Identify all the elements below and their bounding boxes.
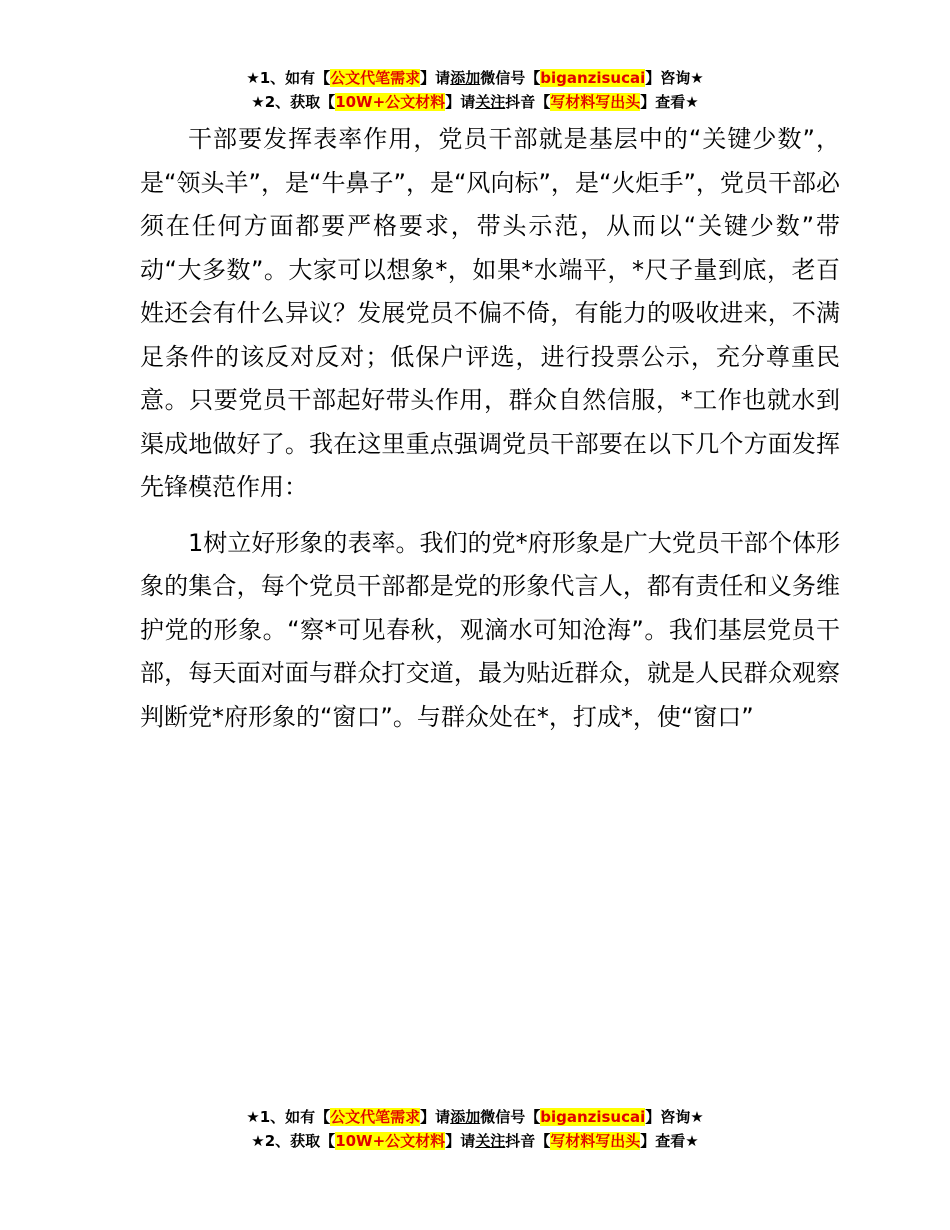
header-line-2-suffix: 】查看★ (640, 93, 699, 111)
footer-line-1-underline: 添加 (450, 1108, 481, 1126)
footer-line-2-prefix: ★2、获取【 (251, 1132, 336, 1150)
header-line-2-mid-1: 】请 (445, 93, 476, 111)
footer-line-2-highlight-2: 写材料写出头 (550, 1132, 641, 1150)
body-paragraph-1: 干部要发挥表率作用，党员干部就是基层中的“关键少数”，是“领头羊”，是“牛鼻子”，是“风向标”，是“火炬手”，党员干部必须在任何方面都要严格要求，带头示范，从而以“关键少数”带动“大多数”。大家可以想象*，如果*水端平，*尺子量到底，老百姓还会有什么异议？发展党员不偏不倚，有能力的吸收进来，不满足条件的该反对反对；低保户评选，进行投票公示，充分尊重民意。只要党员干部起好带头作用，群众自然信服，*工作也就水到渠成地做好了。我在这里重点强调党员干部要在以下几个方面发挥先锋模范作用： (140, 125, 840, 501)
footer-line-1-suffix: 】咨询★ (645, 1108, 704, 1126)
header-line-2 (0, 90, 950, 114)
header-line-1-mid-2: 微信号【 (480, 69, 541, 87)
header-line-1-prefix: ★1、如有【 (246, 69, 331, 87)
header-line-2-mid-2: 抖音【 (505, 93, 551, 111)
header-line-1-suffix: 】咨询★ (645, 69, 704, 87)
header-line-1-mid-1: 】请 (420, 69, 451, 87)
footer-line-2-highlight-1: 10W+公文材料 (335, 1132, 446, 1150)
header-line-2-highlight-2: 写材料写出头 (550, 93, 641, 111)
footer-banner (0, 1105, 950, 1153)
header-banner (0, 66, 950, 114)
footer-line-1-mid-2: 微信号【 (480, 1108, 541, 1126)
footer-line-1-highlight-1: 公文代笔需求 (330, 1108, 421, 1126)
footer-line-2-underline: 关注 (475, 1132, 506, 1150)
header-line-2-highlight-1: 10W+公文材料 (335, 93, 446, 111)
header-line-1-highlight-2: biganzisucai (540, 69, 646, 87)
header-line-1-underline: 添加 (450, 69, 481, 87)
header-line-2-underline: 关注 (475, 93, 506, 111)
footer-line-2-mid-2: 抖音【 (505, 1132, 551, 1150)
footer-line-1-highlight-2: biganzisucai (540, 1108, 646, 1126)
footer-line-2-mid-1: 】请 (445, 1132, 476, 1150)
footer-line-1 (0, 1105, 950, 1129)
footer-line-1-mid-1: 】请 (420, 1108, 451, 1126)
document-body (140, 118, 840, 739)
footer-line-1-prefix: ★1、如有【 (246, 1108, 331, 1126)
footer-line-2-suffix: 】查看★ (640, 1132, 699, 1150)
footer-line-2 (0, 1129, 950, 1153)
body-paragraph-2: 1树立好形象的表率。我们的党*府形象是广大党员干部个体形象的集合，每个党员干部都是党的形象代言人，都有责任和义务维护党的形象。“察*可见春秋，观滴水可知沧海”。我们基层党员干部，每天面对面与群众打交道，最为贴近群众，就是人民群众观察判断党*府形象的“窗口”。与群众处在*，打成*，使“窗口” (140, 528, 840, 731)
header-line-1 (0, 66, 950, 90)
header-line-1-highlight-1: 公文代笔需求 (330, 69, 421, 87)
header-line-2-prefix: ★2、获取【 (251, 93, 336, 111)
